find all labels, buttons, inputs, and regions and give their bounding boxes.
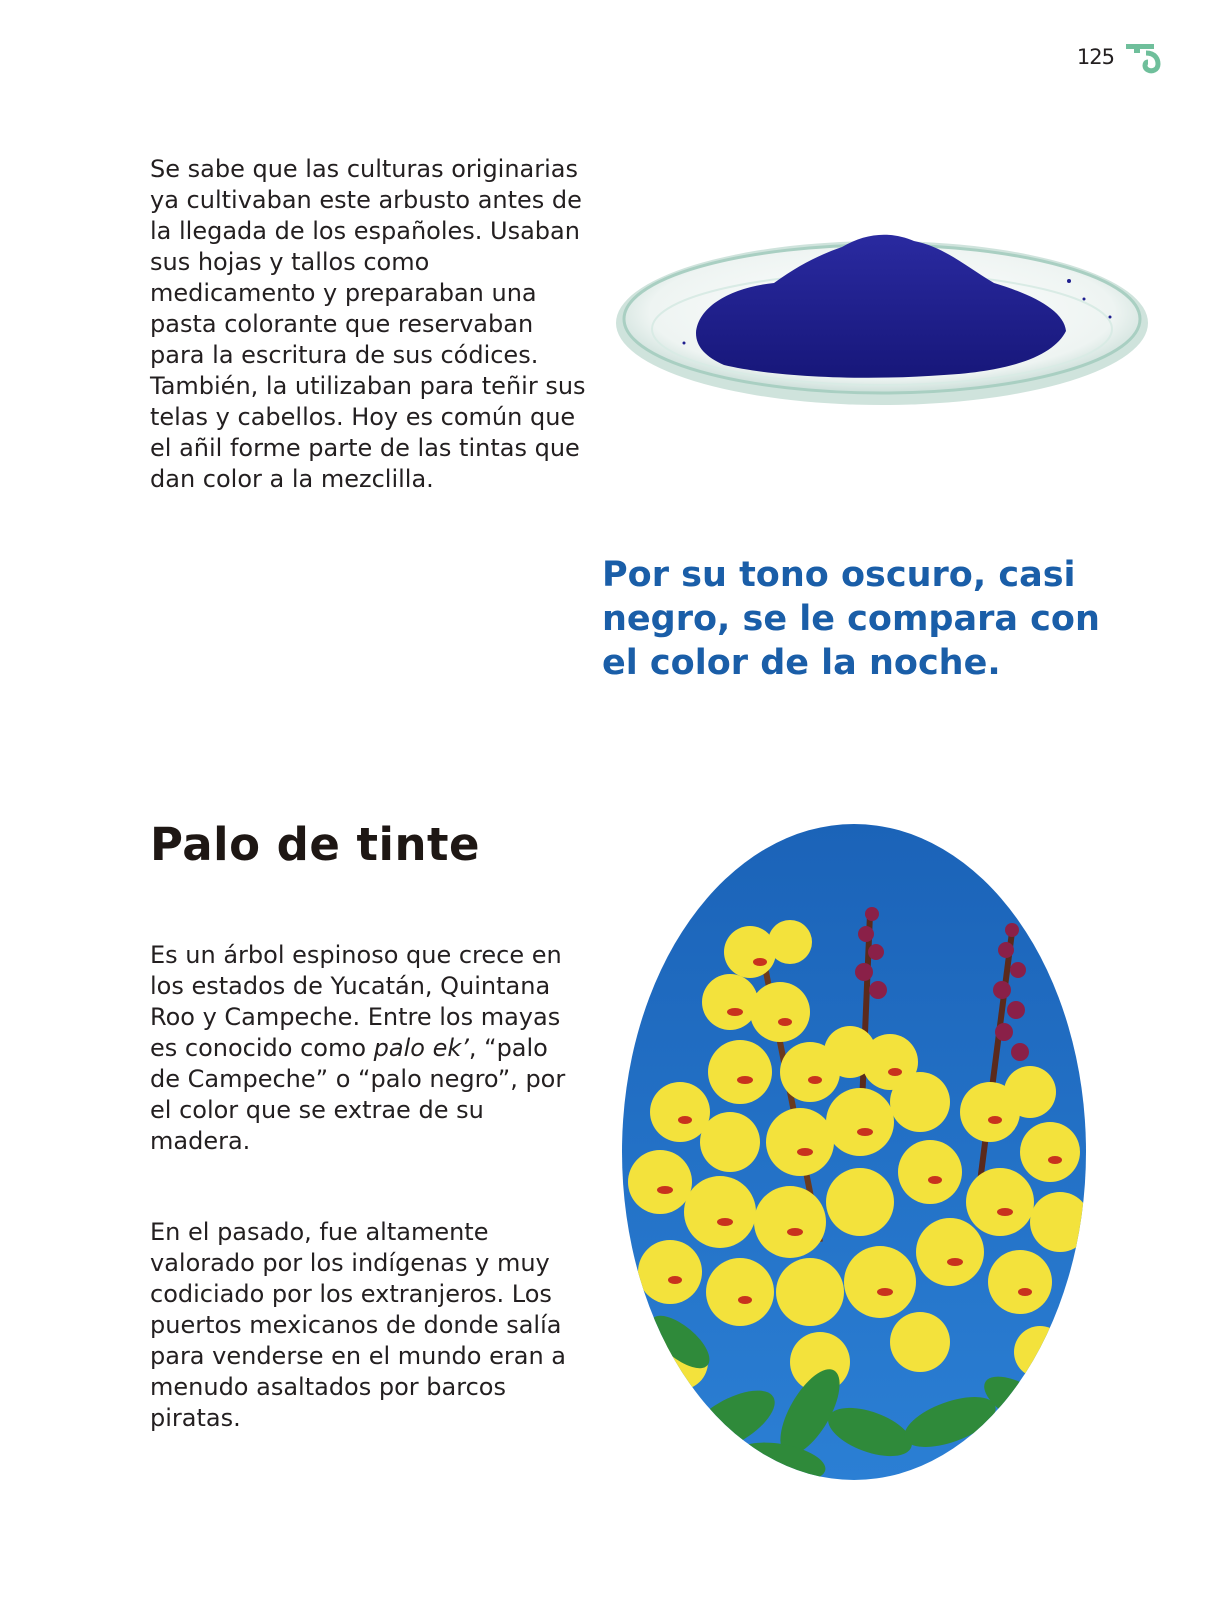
palo-paragraph-2: En el pasado, fue altamente valorado por los indígenas y muy codiciado por los extranjeros. Los puertos mexicanos de donde salía para venderse en el mundo eran a menudo asaltados por barcos piratas. [150, 1218, 566, 1432]
palo-paragraph-1 [150, 940, 570, 1157]
intro-paragraph: Se sabe que las culturas originarias ya cultivaban este arbusto antes de la llegada de los españoles. Usaban sus hojas y tallos como medicamento y preparaban una pasta colorante que reservaban para la escritura de sus códices. También, la utilizaban para teñir sus telas y cabellos. Hoy es común que el añil forme parte de las tintas que dan color a la mezclilla. [150, 155, 586, 493]
palo-paragraph-1-text: Es un árbol espinoso que crece en los estados de Yucatán, Quintana Roo y Campeche. Entre los mayas es conocido como [150, 941, 562, 1062]
palo-paragraph-1-rest: , “palo de Campeche” o “palo negro”, por el color que se extrae de su madera. [150, 1034, 566, 1155]
page-number: 125 [1076, 45, 1114, 69]
page-header [1077, 40, 1162, 74]
maya-name-italic: palo ek’ [373, 1034, 469, 1062]
section-title: Palo de tinte [150, 818, 481, 871]
indigo-powder-photo [614, 225, 1154, 425]
highlight-quote: Por su tono oscuro, casi negro, se le compara con el color de la noche. [602, 555, 1100, 683]
palo-de-tinte-flower-photo [620, 822, 1088, 1482]
book-corner-logo-icon [1124, 40, 1162, 74]
